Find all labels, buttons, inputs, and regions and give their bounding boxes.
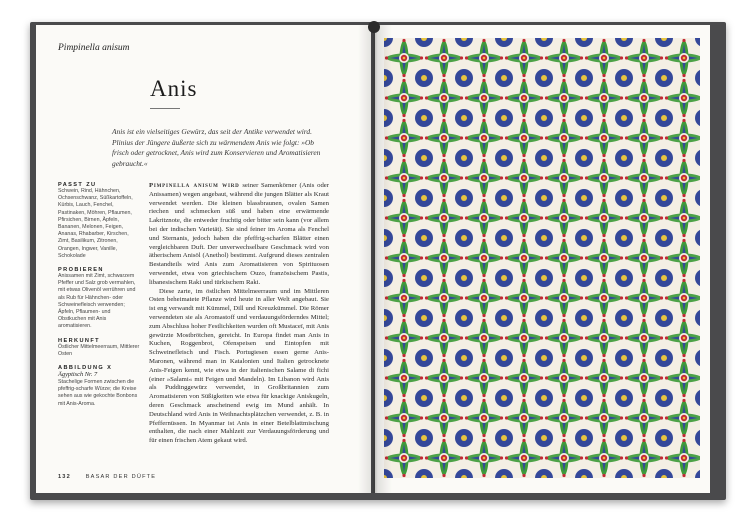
sidebar-pairs: [58, 182, 140, 260]
sidebar-heading: PROBIEREN: [58, 267, 104, 274]
tile-pattern-illustration: [384, 38, 700, 478]
sidebar-text: Schwein, Rind, Hähnchen, Ochsenschwanz, Süßkartoffeln, Kürbis, Lauch, Fenchel, Pastinaken, Möhren, Pflaumen, Pfirsichen, Birnen, Äpfeln, Bananen, Melonen, Feigen, Ananas, Rhabarber, Kirschen, Zimt, Basilikum, Zitronen, Orangen, Ingwer, Vanille, Schokolade: [58, 188, 133, 259]
body-text: [149, 182, 329, 446]
body-paragraph: Diese zarte, im östlichen Mittelmeerraum und im Mittleren Osten beheimatete Pflanze wird heute in aller Welt angebaut. Sie ist eng verwandt mit Kümmel, Dill und Kreuzkümmel. Die Römer verwendeten sie als Aromastoff und verdauungsförderndes Mittel; zum Abschluss hoher Festlichkeiten wurden oft Mustaceï, mit Anis gewürzte Mostbrötchen, gereicht. In Europa findet man Anis in Kuchen, Roggenbrot, Ofenspeisen und Eintopfen mit Schweinefleisch und Fisch. Portugiesen essen gerne Anis-Maronen, während man in Katalonien und Italien getrocknete Anis-Feigen kennt, wie etwa in der italienischen Salame di fichi (einer »Salami« mit Feigen und Mandeln). Im Libanon wird Anis als Puddinggewürz verwendet, in Großbritannien zum Aromatisieren von Süßigkeiten wie etwa für knackige Aniskugeln, deren Geschmack anscheinend ewig im Mund anhält. In Deutschland wird Anis in Weihnachtsplätzchen verwendet, z. B. in Pfeffernüssen. In Myanmar ist Anis in einer Betelblattmischung enthalten, die nach einer Mahlzeit zur Verdauungsförderung und für einen frischen Atem gekaut wird.: [149, 287, 329, 445]
sidebar-try: [58, 267, 140, 331]
page-number: 132: [58, 474, 71, 480]
page-title: Anis: [150, 76, 198, 101]
pattern-svg: [384, 38, 700, 478]
running-head: BASAR DER DÜFTE: [85, 474, 157, 480]
sidebar-heading: ABBILDUNG X: [58, 365, 113, 372]
latin-name: Pimpinella anisum: [58, 43, 130, 53]
sidebar-heading: HERKUNFT: [58, 337, 100, 344]
body-lead-in: Pimpinella anisum wird: [149, 182, 240, 189]
sidebar-heading: PASST ZU: [58, 182, 97, 188]
intro-paragraph: Anis ist ein vielseitiges Gewürz, das seit der Antike verwendet wird. Plinius der Jüngere äußerte sich zu wärmendem Anis wie folgt: »Ob frisch oder getrocknet, Anis wird zum Konservieren und Aromatisieren gebraucht.«: [112, 127, 321, 168]
sidebar-text: Östlicher Mittelmeerraum, Mittlerer Osten: [58, 343, 140, 357]
sidebar-text: Anissamen mit Zimt, schwarzem Pfeffer und Salz grob vermahlen, mit etwas Olivenöl verrühren und als Rub für Hähnchen- oder Schweinefleisch verwenden; Äpfeln, Pflaumen- und Obstkuchen mit Anis aromatisieren.: [58, 273, 136, 330]
figure-caption-title: Ägyptisch Nr. 7: [58, 371, 98, 379]
body-paragraph: [149, 182, 329, 288]
page-footer: [58, 474, 156, 480]
body-paragraph-text: seiner Samenkörner (Anis oder Anissamen) wegen angebaut, während die jungen Blätter als Kraut verwendet werden. Die kleinen blassbraunen, ovalen Samen riechen und schmecken süß und haben eine erwärmende Lakritznote, die entweder fruchtig oder bitter sein kann (vor allem bei der indischen Varietät). Sie sind feiner im Aroma als Fenchel und Sternanis, jedoch haben die pfeffrig-scharfen Blätter einen vergleichbaren Duft. Der unverwechselbare Geschmack wird von ätherischem Anisöl (Anethol) bestimmt. Aufgrund dieses zentralen Bestandteils wird Anis zum Aromatisieren von Spirituosen verwendet, etwa von griechischem Ouzo, französischem Pastis, libanesischem Raki und türkischem Raki.: [149, 182, 329, 286]
sidebar-origin: [58, 338, 140, 358]
bookmark-ribbon: [368, 21, 380, 33]
sidebar: [58, 182, 140, 415]
title-divider: [150, 108, 180, 109]
sidebar-figure: [58, 365, 140, 408]
sidebar-text: Stachelige Formen zwischen die pfeffrig-scharfe Würze; die Kreise sehen aus wie gekochte Bonbons mit Anis-Aroma.: [58, 379, 138, 407]
